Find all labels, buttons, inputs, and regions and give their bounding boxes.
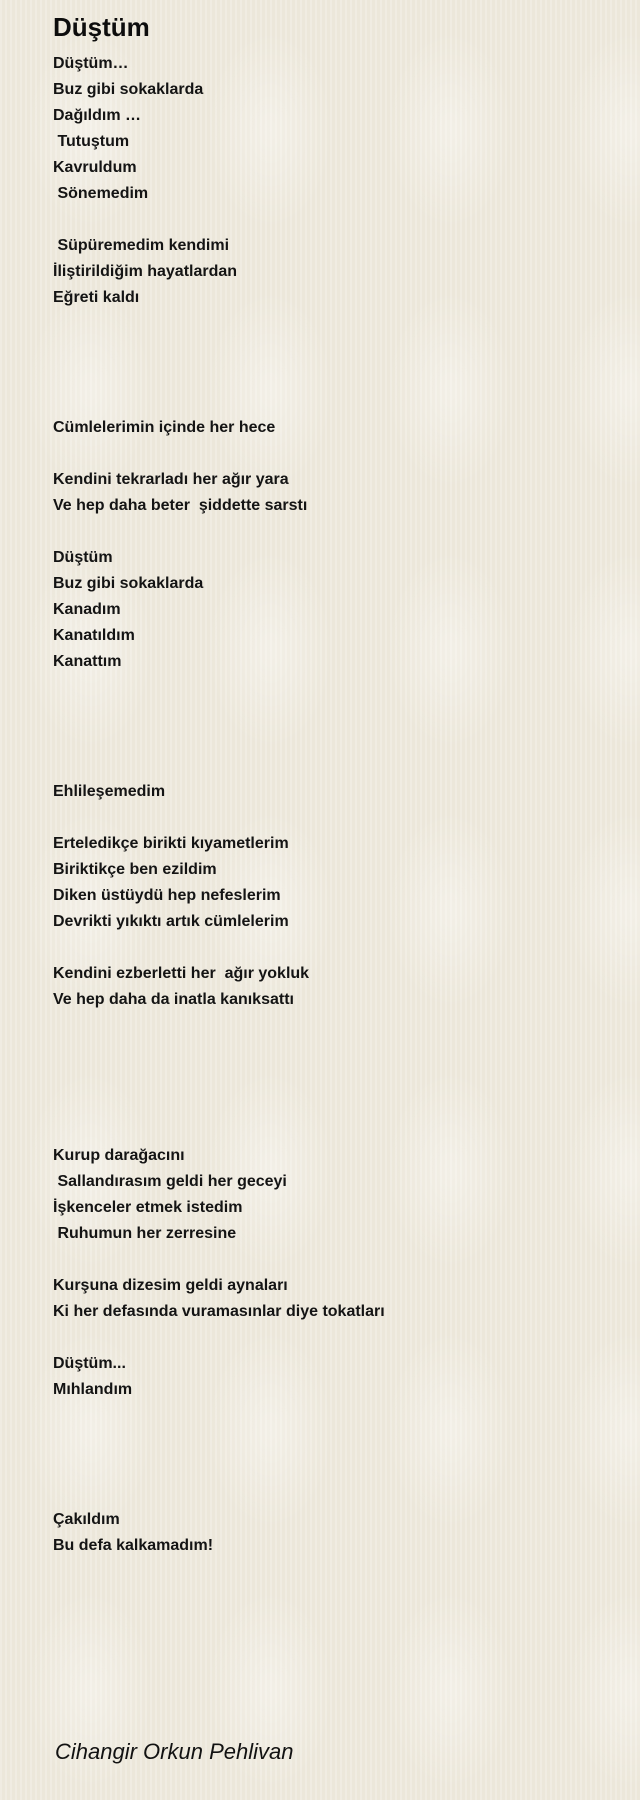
poem-line: Buz gibi sokaklarda bbox=[53, 81, 204, 98]
stanza-gap bbox=[53, 519, 613, 545]
stanza-gap bbox=[53, 363, 613, 389]
poem-line: Ve hep daha da inatla kanıksattı bbox=[53, 991, 294, 1008]
poem-line: Diken üstüydü hep nefeslerim bbox=[53, 887, 281, 904]
poem-line: Ruhumun her zerresine bbox=[53, 1225, 237, 1242]
poem-line: Ki her defasında vuramasınlar diye tokatları bbox=[53, 1303, 385, 1320]
stanza-gap bbox=[53, 753, 613, 779]
stanza-gap bbox=[53, 1247, 613, 1273]
stanza-gap bbox=[53, 389, 613, 415]
poem-line: Çakıldım bbox=[53, 1511, 120, 1528]
poem-line: Kavruldum bbox=[53, 159, 137, 176]
poem-line: Düştüm... bbox=[53, 1355, 126, 1372]
poem-title: Düştüm bbox=[53, 12, 150, 42]
poem-line: Sallandırasım geldi her geceyi bbox=[53, 1173, 287, 1190]
stanza-gap bbox=[53, 337, 613, 363]
poem-line: Cümlelerimin içinde her hece bbox=[53, 419, 276, 436]
stanza-gap bbox=[53, 935, 613, 961]
stanza-gap bbox=[53, 207, 613, 233]
stanza-gap bbox=[53, 1039, 613, 1065]
stanza-gap bbox=[53, 727, 613, 753]
stanza-gap bbox=[53, 311, 613, 337]
poem-line: Biriktikçe ben ezildim bbox=[53, 861, 217, 878]
poem-line: Ehlileşemedim bbox=[53, 783, 166, 800]
stanza-gap bbox=[53, 805, 613, 831]
poem-line: Buz gibi sokaklarda bbox=[53, 575, 204, 592]
stanza-gap bbox=[53, 1091, 613, 1117]
poem-line: Süpüremedim kendimi bbox=[53, 237, 230, 254]
stanza-gap bbox=[53, 1065, 613, 1091]
stanza-gap bbox=[53, 675, 613, 701]
stanza-gap bbox=[53, 1455, 613, 1481]
stanza-gap bbox=[53, 701, 613, 727]
poem-line: Sönemedim bbox=[53, 185, 149, 202]
stanza-gap bbox=[53, 1429, 613, 1455]
poem-line: Kendini tekrarladı her ağır yara bbox=[53, 471, 289, 488]
poem-line: Devrikti yıkıktı artık cümlelerim bbox=[53, 913, 289, 930]
poem-line: İşkenceler etmek istedim bbox=[53, 1199, 243, 1216]
poem-line: Erteledikçe birikti kıyametlerim bbox=[53, 835, 289, 852]
poem-line: Bu defa kalkamadım! bbox=[53, 1537, 214, 1554]
poem-line: Kurup darağacını bbox=[53, 1147, 185, 1164]
poem-line: Kurşuna dizesim geldi aynaları bbox=[53, 1277, 288, 1294]
stanza-gap bbox=[53, 1013, 613, 1039]
poem-line: Kanatıldım bbox=[53, 627, 135, 644]
poem-line: Kanattım bbox=[53, 653, 122, 670]
poem-line: Mıhlandım bbox=[53, 1381, 133, 1398]
stanza-gap bbox=[53, 1403, 613, 1429]
poem-line: Tutuştum bbox=[53, 133, 130, 150]
stanza-gap bbox=[53, 1117, 613, 1143]
poem-author: Cihangir Orkun Pehlivan bbox=[55, 1739, 294, 1764]
poem-line: Düştüm… bbox=[53, 55, 129, 72]
poem-line: Ve hep daha beter şiddette sarstı bbox=[53, 497, 308, 514]
poem-body bbox=[53, 51, 613, 1559]
poem-line: İliştirildiğim hayatlardan bbox=[53, 263, 238, 280]
stanza-gap bbox=[53, 441, 613, 467]
poem-line: Kanadım bbox=[53, 601, 121, 618]
poem-line: Eğreti kaldı bbox=[53, 289, 140, 306]
stanza-gap bbox=[53, 1325, 613, 1351]
stanza-gap bbox=[53, 1481, 613, 1507]
poem-line: Dağıldım … bbox=[53, 107, 142, 124]
poem-line: Kendini ezberletti her ağır yokluk bbox=[53, 965, 310, 982]
poem-line: Düştüm bbox=[53, 549, 113, 566]
